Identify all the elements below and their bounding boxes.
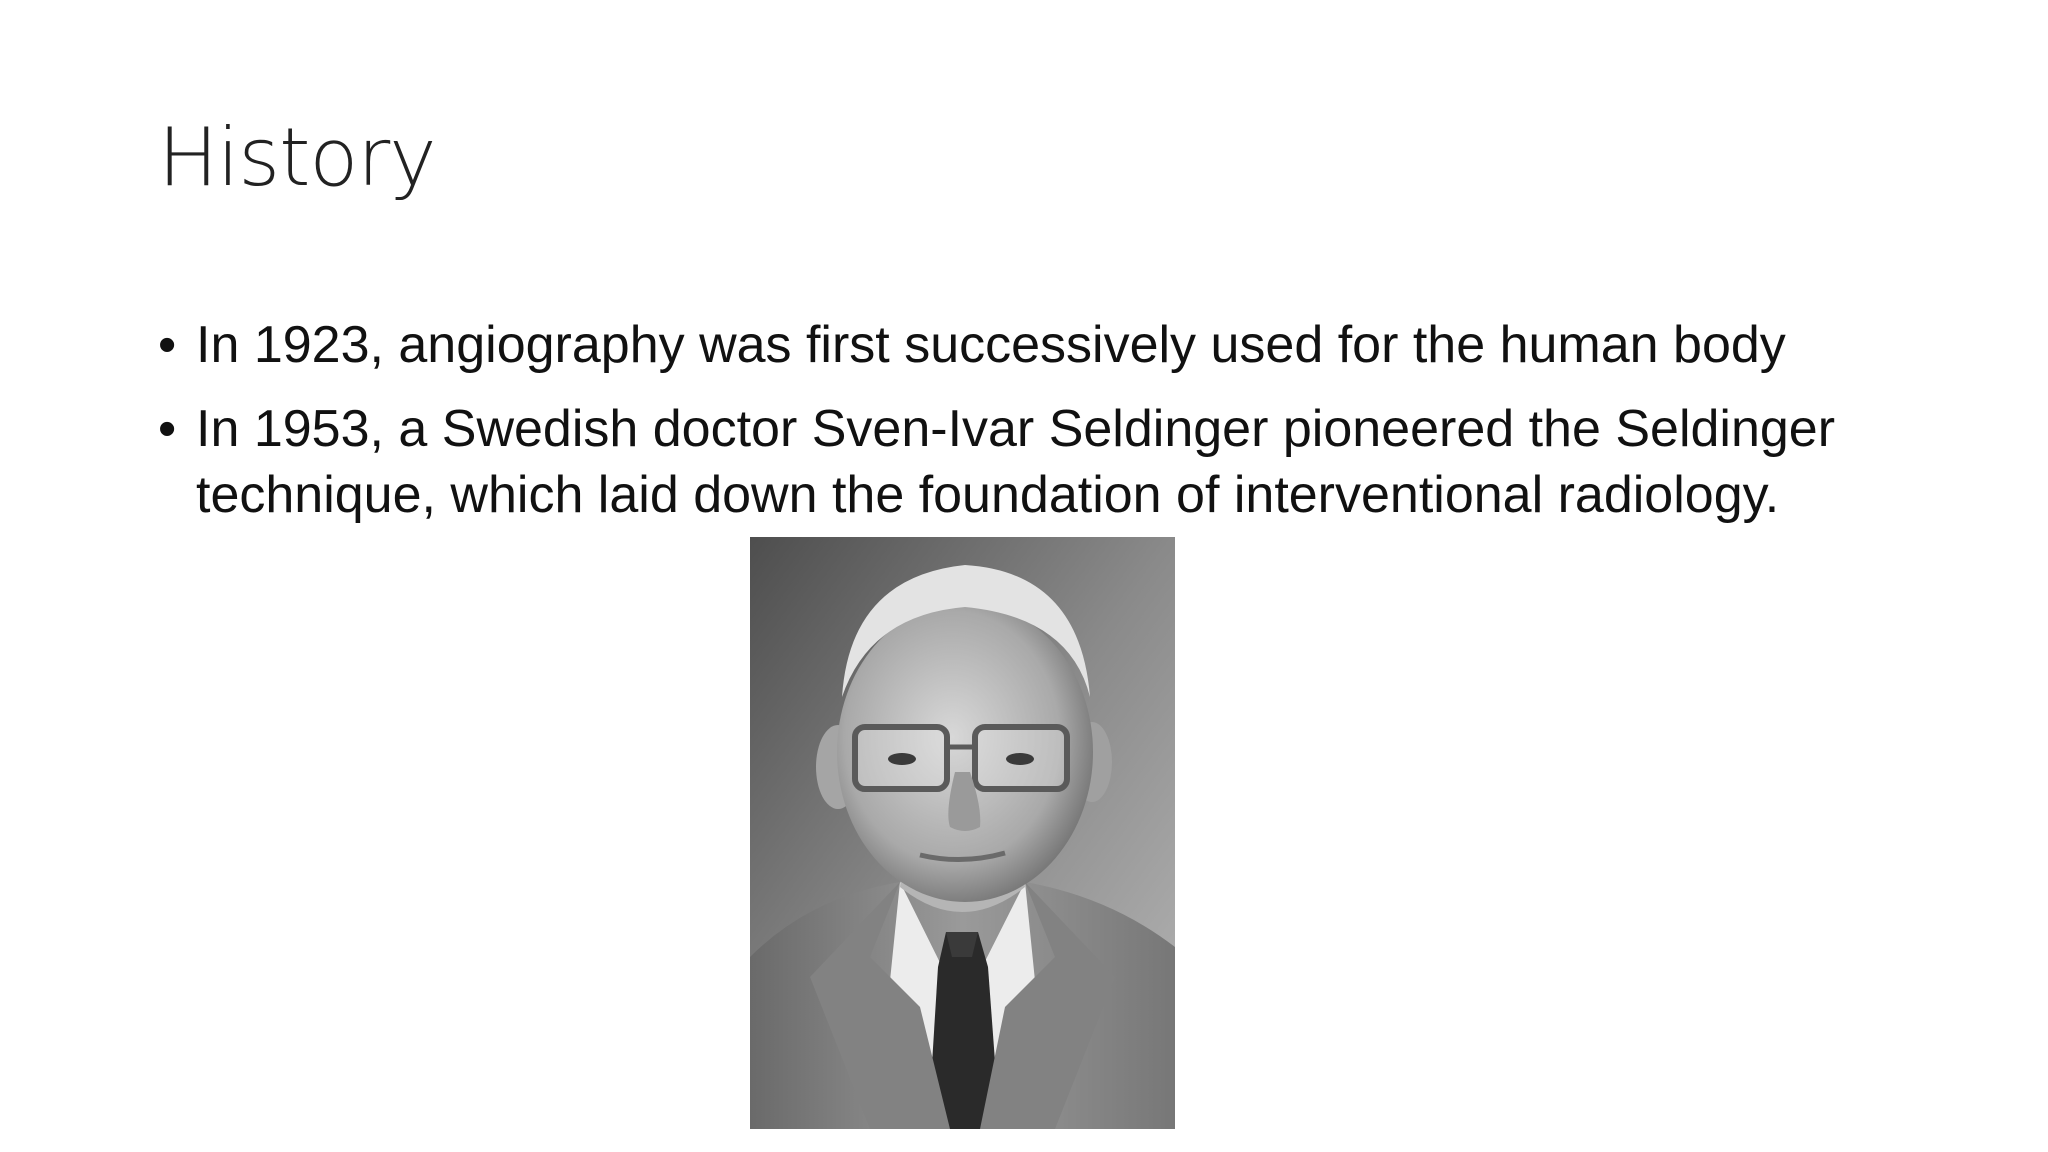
bullet-item <box>158 396 1918 528</box>
bullet-item <box>158 312 1918 378</box>
portrait-photo-icon <box>750 537 1175 1129</box>
slide-title: History <box>158 111 436 204</box>
bullet-text: In 1953, a Swedish doctor Sven-Ivar Seldinger pioneered the Seldinger technique, which laid down the foundation of interventional radiology. <box>196 400 1836 524</box>
bullet-marker: • <box>158 316 177 374</box>
bullet-text: In 1923, angiography was first successively used for the human body <box>196 316 1786 374</box>
bullet-list <box>158 312 1918 546</box>
bullet-marker: • <box>158 400 177 458</box>
portrait-photo <box>750 537 1175 1129</box>
